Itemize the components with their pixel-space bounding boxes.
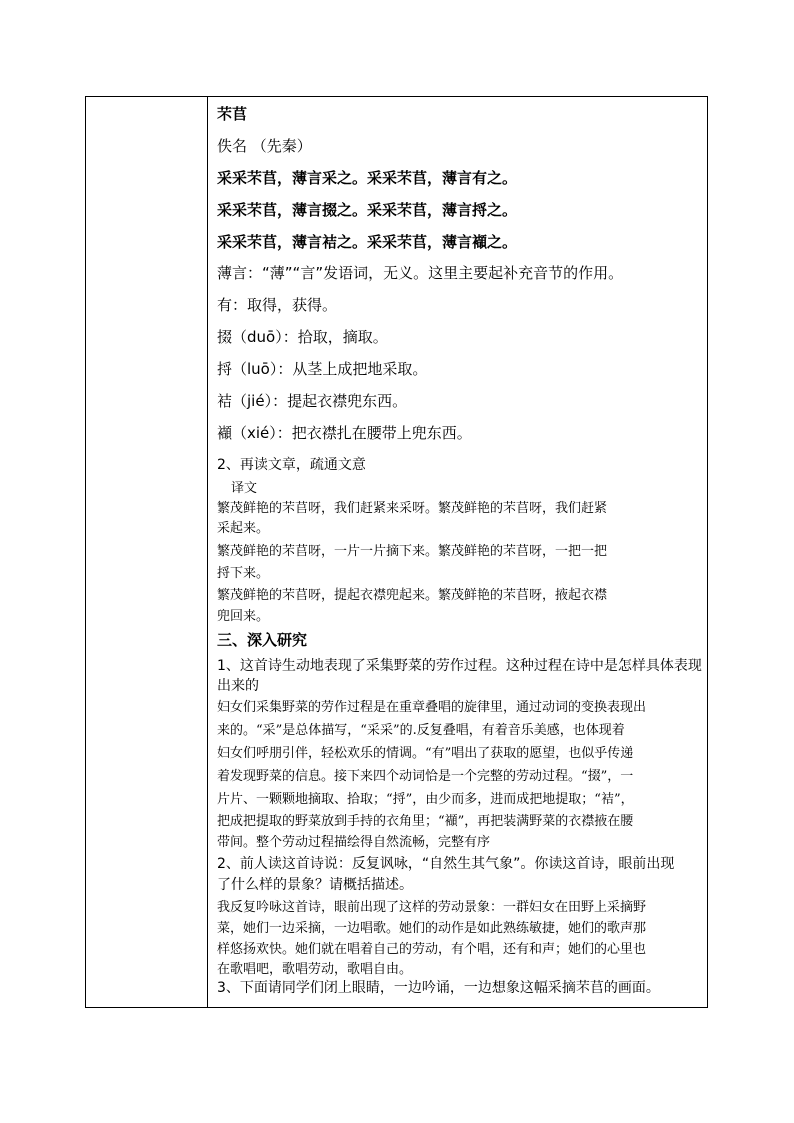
question-line: 了什么样的景象？请概括描述。 — [217, 877, 413, 893]
note-line: 捋（luō）：从茎上成把地采取。 — [217, 360, 428, 378]
answer-line: 片片、一颗颗地摘取、拾取；“捋”，由少而多，进而成把地提取；“袺”， — [217, 792, 634, 807]
note-line: 薄言：“薄”“言”发语词，无义。这里主要起补充音节的作用。 — [217, 264, 624, 282]
lesson-table — [85, 96, 708, 1008]
question-line: 1、这首诗生动地表现了采集野菜的劳作过程。这种过程在诗中是怎样具体表现 — [217, 658, 702, 674]
translation-line: 捋下来。 — [217, 566, 270, 581]
question-line: 出来的 — [217, 678, 259, 694]
note-line: 袺（jié）：提起衣襟兜东西。 — [217, 392, 408, 410]
step2-heading: 2、再读文章，疏通文意 — [217, 457, 366, 473]
poem-verse: 采采芣苢，薄言掇之。采采芣苢，薄言捋之。 — [217, 201, 518, 219]
translation-line: 采起来。 — [217, 521, 270, 536]
note-line: 有：取得，获得。 — [217, 296, 338, 314]
column-divider — [207, 97, 208, 1007]
answer-line: 妇女们采集野菜的劳作过程是在重章叠唱的旋律里，通过动词的变换表现出 — [217, 700, 647, 715]
answer-line: 菜，她们一边采摘，一边唱歌。她们的动作是如此熟练敏捷，她们的歌声那 — [217, 921, 647, 936]
translation-line: 兜回来。 — [217, 609, 270, 624]
poem-verse: 采采芣苢，薄言采之。采采芣苢，薄言有之。 — [217, 169, 518, 187]
answer-line: 来的。“采”是总体描写，“采采”的.反复叠唱，有着音乐美感，也体现着 — [217, 723, 625, 738]
poem-title: 芣苢 — [217, 105, 248, 123]
poem-author: 佚名 （先秦） — [217, 137, 312, 155]
question-line: 3、下面请同学们闭上眼睛，一边吟诵，一边想象这幅采摘芣苢的画面。 — [217, 980, 660, 996]
answer-line: 妇女们呼朋引伴，轻松欢乐的情调。“有”唱出了获取的愿望，也似乎传递 — [217, 746, 634, 761]
answer-line: 带间。整个劳动过程描绘得自然流畅，完整有序 — [217, 835, 491, 850]
translation-label: 译文 — [231, 481, 258, 496]
translation-line: 繁茂鲜艳的芣苢呀，我们赶紧来采呀。繁茂鲜艳的芣苢呀，我们赶紧 — [217, 501, 608, 516]
answer-line: 样悠扬欢快。她们就在唱着自己的劳动，有个唱，还有和声；她们的心里也 — [217, 942, 647, 957]
note-line: 襭（xié）：把衣襟扎在腰带上兜东西。 — [217, 424, 472, 442]
question-line: 2、前人读这首诗说：反复讽咏，“自然生其气象”。你读这首诗，眼前出现 — [217, 856, 675, 872]
translation-line: 繁茂鲜艳的芣苢呀，提起衣襟兜起来。繁茂鲜艳的芣苢呀，掖起衣襟 — [217, 588, 608, 603]
answer-line: 把成把提取的野菜放到手持的衣角里；“襭”，再把装满野菜的衣襟掖在腰 — [217, 814, 634, 829]
translation-line: 繁茂鲜艳的芣苢呀，一片一片摘下来。繁茂鲜艳的芣苢呀，一把一把 — [217, 544, 608, 559]
answer-line: 在歌唱吧，歌唱劳动，歌唱自由。 — [217, 962, 413, 977]
note-line: 掇（duō）：拾取，摘取。 — [217, 328, 388, 346]
answer-line: 我反复吟咏这首诗，眼前出现了这样的劳动景象：一群妇女在田野上采摘野 — [217, 900, 647, 915]
poem-verse: 采采芣苢，薄言袺之。采采芣苢，薄言襭之。 — [217, 233, 518, 251]
answer-line: 着发现野菜的信息。接下来四个动词恰是一个完整的劳动过程。“掇”，一 — [217, 769, 634, 784]
section3-heading: 三、深入研究 — [217, 631, 308, 649]
